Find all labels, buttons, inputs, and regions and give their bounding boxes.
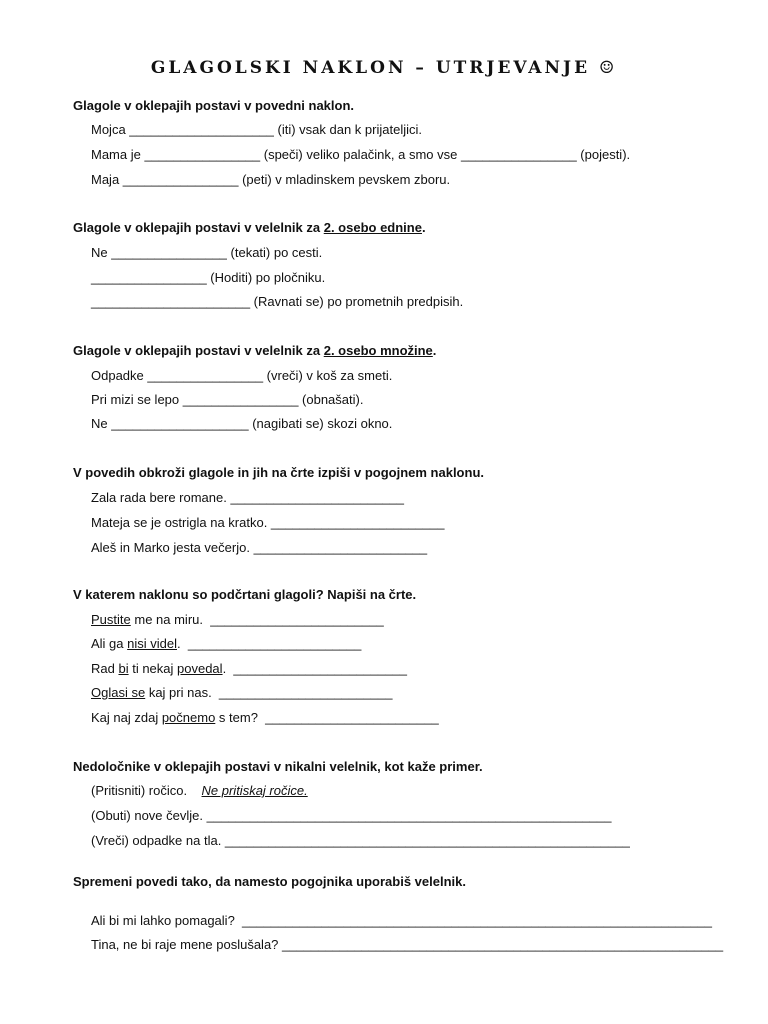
- exercise-4-line-1: Zala rada bere romane. ________________________: [91, 490, 404, 505]
- underlined-verb: Pustite: [91, 612, 131, 627]
- underlined-verb: nisi videl: [127, 636, 177, 651]
- exercise-3-line-1: Odpadke ________________ (vreči) v koš za smeti.: [91, 368, 393, 383]
- example-answer: Ne pritiskaj ročice.: [201, 783, 308, 798]
- underlined-verb: počnemo: [161, 710, 216, 725]
- line-text: me na miru. ________________________: [130, 612, 384, 627]
- exercise-7-line-1: Ali bi mi lahko pomagali? _________________________________________________________________: [91, 913, 712, 928]
- section-1-heading: Glagole v oklepajih postavi v povedni naklon.: [73, 98, 355, 113]
- section-2-heading-underlined: 2. osebo ednine: [323, 220, 422, 235]
- section-3-heading-underlined: 2. osebo množine: [323, 343, 433, 358]
- exercise-5-line-2: [91, 636, 361, 651]
- example-prompt: (Pritisniti) ročico.: [91, 783, 202, 798]
- line-text: kaj pri nas. ________________________: [145, 685, 393, 700]
- exercise-3-line-3: Ne ___________________ (nagibati se) skozi okno.: [91, 416, 393, 431]
- section-3-heading-text: Glagole v oklepajih postavi v velelnik za: [73, 343, 324, 358]
- line-text: Rad: [91, 661, 119, 676]
- exercise-5-line-5: [91, 710, 439, 725]
- line-text: . ________________________: [177, 636, 362, 651]
- line-text: s tem? ________________________: [215, 710, 439, 725]
- section-4-heading: V povedih obkroži glagole in jih na črte izpiši v pogojnem naklonu.: [73, 465, 484, 480]
- line-text: Kaj naj zdaj: [91, 710, 162, 725]
- section-2-heading-text: Glagole v oklepajih postavi v velelnik za: [73, 220, 324, 235]
- exercise-6-example: [91, 783, 308, 798]
- section-7-heading: Spremeni povedi tako, da namesto pogojnika uporabiš velelnik.: [73, 874, 466, 889]
- exercise-5-line-3: [91, 661, 407, 676]
- exercise-3-line-2: Pri mizi se lepo ________________ (obnašati).: [91, 392, 364, 407]
- section-2-heading: [73, 220, 426, 235]
- exercise-2-line-3: ______________________ (Ravnati se) po prometnih predpisih.: [91, 294, 464, 309]
- exercise-5-line-4: [91, 685, 392, 700]
- section-2-heading-end: .: [421, 220, 426, 235]
- underlined-verb: Oglasi se: [91, 685, 146, 700]
- line-text: . ________________________: [222, 661, 407, 676]
- exercise-6-line-1: (Obuti) nove čevlje. ________________________________________________________: [91, 808, 612, 823]
- page-title: GLAGOLSKI NAKLON – UTRJEVANJE ☺: [150, 58, 618, 78]
- exercise-6-line-2: (Vreči) odpadke na tla. ________________________________________________________: [91, 833, 630, 848]
- exercise-7-line-2: Tina, ne bi raje mene poslušala? _____________________________________________________________: [91, 937, 724, 952]
- exercise-4-line-2: Mateja se je ostrigla na kratko. ________________________: [91, 515, 445, 530]
- section-5-heading: V katerem naklonu so podčrtani glagoli? Napiši na črte.: [73, 587, 417, 602]
- exercise-2-line-2: ________________ (Hoditi) po pločniku.: [91, 270, 326, 285]
- exercise-1-line-1: Mojca ____________________ (iti) vsak dan k prijateljici.: [91, 122, 422, 137]
- exercise-2-line-1: Ne ________________ (tekati) po cesti.: [91, 245, 323, 260]
- exercise-1-line-3: Maja ________________ (peti) v mladinskem pevskem zboru.: [91, 172, 451, 187]
- section-3-heading: [73, 343, 436, 358]
- underlined-verb: bi: [118, 661, 129, 676]
- line-text: Ali ga: [91, 636, 128, 651]
- section-6-heading: Nedoločnike v oklepajih postavi v nikalni velelnik, kot kaže primer.: [73, 759, 483, 774]
- exercise-4-line-3: Aleš in Marko jesta večerjo. ________________________: [91, 540, 428, 555]
- exercise-1-line-2: Mama je ________________ (speči) veliko palačink, a smo vse ________________ (pojesti).: [91, 147, 631, 162]
- exercise-5-line-1: [91, 612, 384, 627]
- section-3-heading-end: .: [432, 343, 437, 358]
- line-text: ti nekaj: [128, 661, 178, 676]
- underlined-verb: povedal: [177, 661, 223, 676]
